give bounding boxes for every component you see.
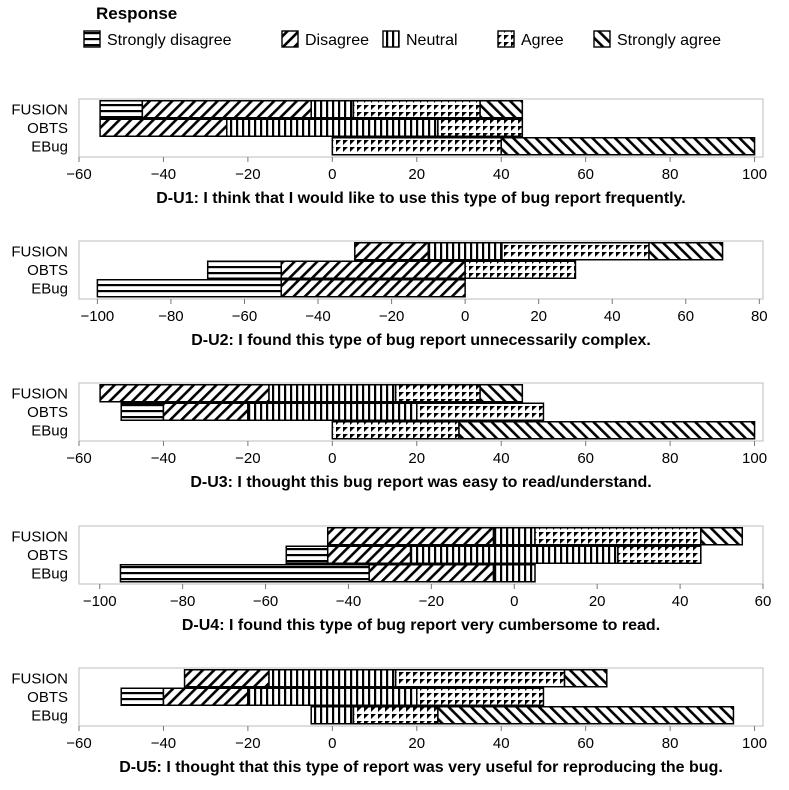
x-tick-label: 80	[661, 166, 679, 183]
bar-ebug-disagree	[281, 280, 465, 297]
bar-ebug-strongly-agree	[438, 707, 734, 724]
category-label: OBTS	[27, 119, 68, 137]
bar-fusion-agree	[396, 670, 565, 687]
x-tick-label: 80	[661, 450, 679, 467]
bar-fusion-strongly-agree	[565, 670, 607, 687]
x-tick-label: 40	[492, 735, 510, 752]
bar-fusion-strongly-agree	[701, 528, 742, 545]
category-label: OBTS	[27, 546, 68, 564]
x-tick-label: −20	[235, 735, 261, 752]
bar-ebug-strongly-agree	[459, 422, 755, 439]
bar-fusion-agree	[396, 385, 480, 402]
legend-label-disagree: Disagree	[305, 32, 370, 49]
category-label: FUSION	[11, 243, 68, 261]
bar-obts-strongly-disagree	[121, 403, 163, 420]
x-tick-label: −40	[305, 308, 331, 325]
legend-item-agree	[498, 31, 564, 49]
category-label: EBug	[31, 138, 68, 156]
legend-label-strongly-disagree: Strongly disagree	[107, 32, 232, 49]
x-tick-label: 100	[742, 450, 768, 467]
x-tick-label: 60	[754, 593, 772, 610]
bar-obts-disagree	[163, 688, 247, 705]
legend-label-strongly-agree: Strongly agree	[617, 32, 722, 49]
panel-title: D-U1: I think that I would like to use this type of bug report frequently.	[156, 190, 686, 207]
chart-panel-4	[11, 526, 771, 634]
bar-obts-agree	[618, 546, 701, 563]
x-tick-label: 0	[510, 593, 519, 610]
legend-swatch-agree	[498, 31, 514, 47]
legend-swatch-neutral	[383, 31, 399, 47]
x-tick-label: −20	[235, 166, 261, 183]
x-tick-label: 20	[408, 450, 426, 467]
panel-title: D-U2: I found this type of bug report unnecessarily complex.	[191, 332, 651, 349]
legend-swatch-disagree	[282, 31, 298, 47]
x-tick-label: −40	[335, 593, 362, 610]
x-tick-label: 20	[588, 593, 606, 610]
x-tick-label: 0	[328, 450, 337, 467]
category-label: OBTS	[27, 261, 68, 279]
x-tick-label: 60	[577, 166, 595, 183]
bar-fusion-strongly-agree	[649, 243, 723, 260]
bar-fusion-disagree	[100, 385, 269, 402]
bar-obts-agree	[465, 261, 575, 278]
chart-panel-5	[11, 668, 767, 776]
x-tick-label: 80	[750, 308, 768, 325]
chart-panel-3	[11, 383, 767, 491]
chart-panels	[11, 99, 771, 776]
bar-ebug-agree	[353, 707, 437, 724]
legend-item-neutral	[383, 31, 458, 49]
x-tick-label: −40	[150, 166, 177, 183]
category-label: EBug	[31, 565, 68, 583]
bar-obts-neutral	[248, 688, 417, 705]
x-tick-label: −20	[418, 593, 445, 610]
x-tick-label: −20	[235, 450, 261, 467]
bar-ebug-agree	[332, 138, 501, 155]
bar-ebug-neutral	[494, 565, 535, 582]
bar-fusion-disagree	[142, 101, 311, 118]
legend-swatch-strongly-agree	[594, 31, 610, 47]
bar-fusion-neutral	[269, 385, 396, 402]
bar-obts-disagree	[281, 261, 465, 278]
bar-fusion-neutral	[494, 528, 535, 545]
x-tick-label: −60	[66, 450, 92, 467]
x-tick-label: 40	[492, 450, 510, 467]
bar-ebug-strongly-agree	[501, 138, 754, 155]
bar-obts-strongly-disagree	[208, 261, 282, 278]
x-tick-label: 60	[577, 450, 595, 467]
x-tick-label: −80	[169, 593, 196, 610]
bar-ebug-agree	[332, 422, 459, 439]
x-tick-label: −20	[378, 308, 405, 325]
x-tick-label: 20	[408, 166, 426, 183]
x-tick-label: 20	[408, 735, 426, 752]
bar-fusion-neutral	[428, 243, 502, 260]
bar-obts-disagree	[163, 403, 247, 420]
x-tick-label: −100	[82, 593, 117, 610]
bar-fusion-neutral	[311, 101, 353, 118]
bar-obts-neutral	[248, 403, 417, 420]
bar-ebug-strongly-disagree	[120, 565, 369, 582]
category-label: EBug	[31, 422, 68, 440]
x-tick-label: 0	[328, 166, 337, 183]
x-tick-label: 100	[742, 735, 768, 752]
x-tick-label: 80	[661, 735, 679, 752]
x-tick-label: 40	[671, 593, 689, 610]
legend-entries	[84, 31, 721, 49]
legend-item-strongly-disagree	[84, 31, 232, 49]
bar-fusion-strongly-agree	[480, 101, 522, 118]
legend-label-neutral: Neutral	[406, 32, 458, 49]
bar-obts-neutral	[227, 119, 438, 136]
category-label: OBTS	[27, 688, 68, 706]
x-tick-label: 60	[577, 735, 595, 752]
panel-title: D-U3: I thought this bug report was easy to read/understand.	[190, 474, 652, 491]
bar-obts-disagree	[100, 119, 227, 136]
legend-swatch-strongly-disagree	[84, 31, 100, 47]
x-tick-label: −60	[66, 166, 92, 183]
category-label: FUSION	[11, 670, 68, 688]
x-tick-label: −60	[66, 735, 92, 752]
x-tick-label: −40	[150, 735, 177, 752]
bar-fusion-disagree	[355, 243, 429, 260]
legend	[84, 4, 721, 49]
bar-ebug-disagree	[369, 565, 493, 582]
legend-item-disagree	[282, 31, 369, 49]
x-tick-label: 0	[328, 735, 337, 752]
bar-fusion-strongly-agree	[480, 385, 522, 402]
bar-fusion-strongly-disagree	[100, 101, 142, 118]
x-tick-label: −60	[252, 593, 279, 610]
x-tick-label: 60	[677, 308, 695, 325]
category-label: FUSION	[11, 101, 68, 119]
category-label: FUSION	[11, 385, 68, 403]
x-tick-label: −100	[80, 308, 115, 325]
bar-fusion-neutral	[269, 670, 396, 687]
bar-obts-agree	[417, 688, 544, 705]
bar-obts-agree	[438, 119, 522, 136]
bar-fusion-agree	[502, 243, 649, 260]
panel-title: D-U4: I found this type of bug report very cumbersome to read.	[181, 617, 661, 634]
bar-fusion-disagree	[185, 670, 269, 687]
category-label: EBug	[31, 707, 68, 725]
category-label: OBTS	[27, 403, 68, 421]
x-tick-label: −40	[150, 450, 177, 467]
x-tick-label: 40	[603, 308, 621, 325]
bar-ebug-neutral	[311, 707, 353, 724]
chart-panel-2	[11, 241, 767, 349]
category-label: EBug	[31, 280, 68, 298]
x-tick-label: −60	[231, 308, 258, 325]
bar-fusion-agree	[535, 528, 701, 545]
bar-fusion-disagree	[328, 528, 494, 545]
bar-obts-strongly-disagree	[286, 546, 327, 563]
legend-label-agree: Agree	[521, 32, 564, 49]
bar-obts-strongly-disagree	[121, 688, 163, 705]
category-label: FUSION	[11, 528, 68, 546]
chart-panel-1	[11, 99, 767, 207]
x-tick-label: 100	[742, 166, 768, 183]
bar-fusion-agree	[353, 101, 480, 118]
bar-obts-neutral	[411, 546, 618, 563]
x-tick-label: −80	[158, 308, 184, 325]
legend-title: Response	[96, 4, 178, 23]
x-tick-label: 0	[460, 308, 470, 325]
bar-obts-agree	[417, 403, 544, 420]
bar-ebug-strongly-disagree	[97, 280, 281, 297]
x-tick-label: 40	[492, 166, 510, 183]
x-tick-label: 20	[530, 308, 548, 325]
panel-title: D-U5: I thought that this type of report was very useful for reproducing the bug.	[119, 759, 723, 776]
bar-obts-disagree	[328, 546, 411, 563]
legend-item-strongly-agree	[594, 31, 721, 49]
